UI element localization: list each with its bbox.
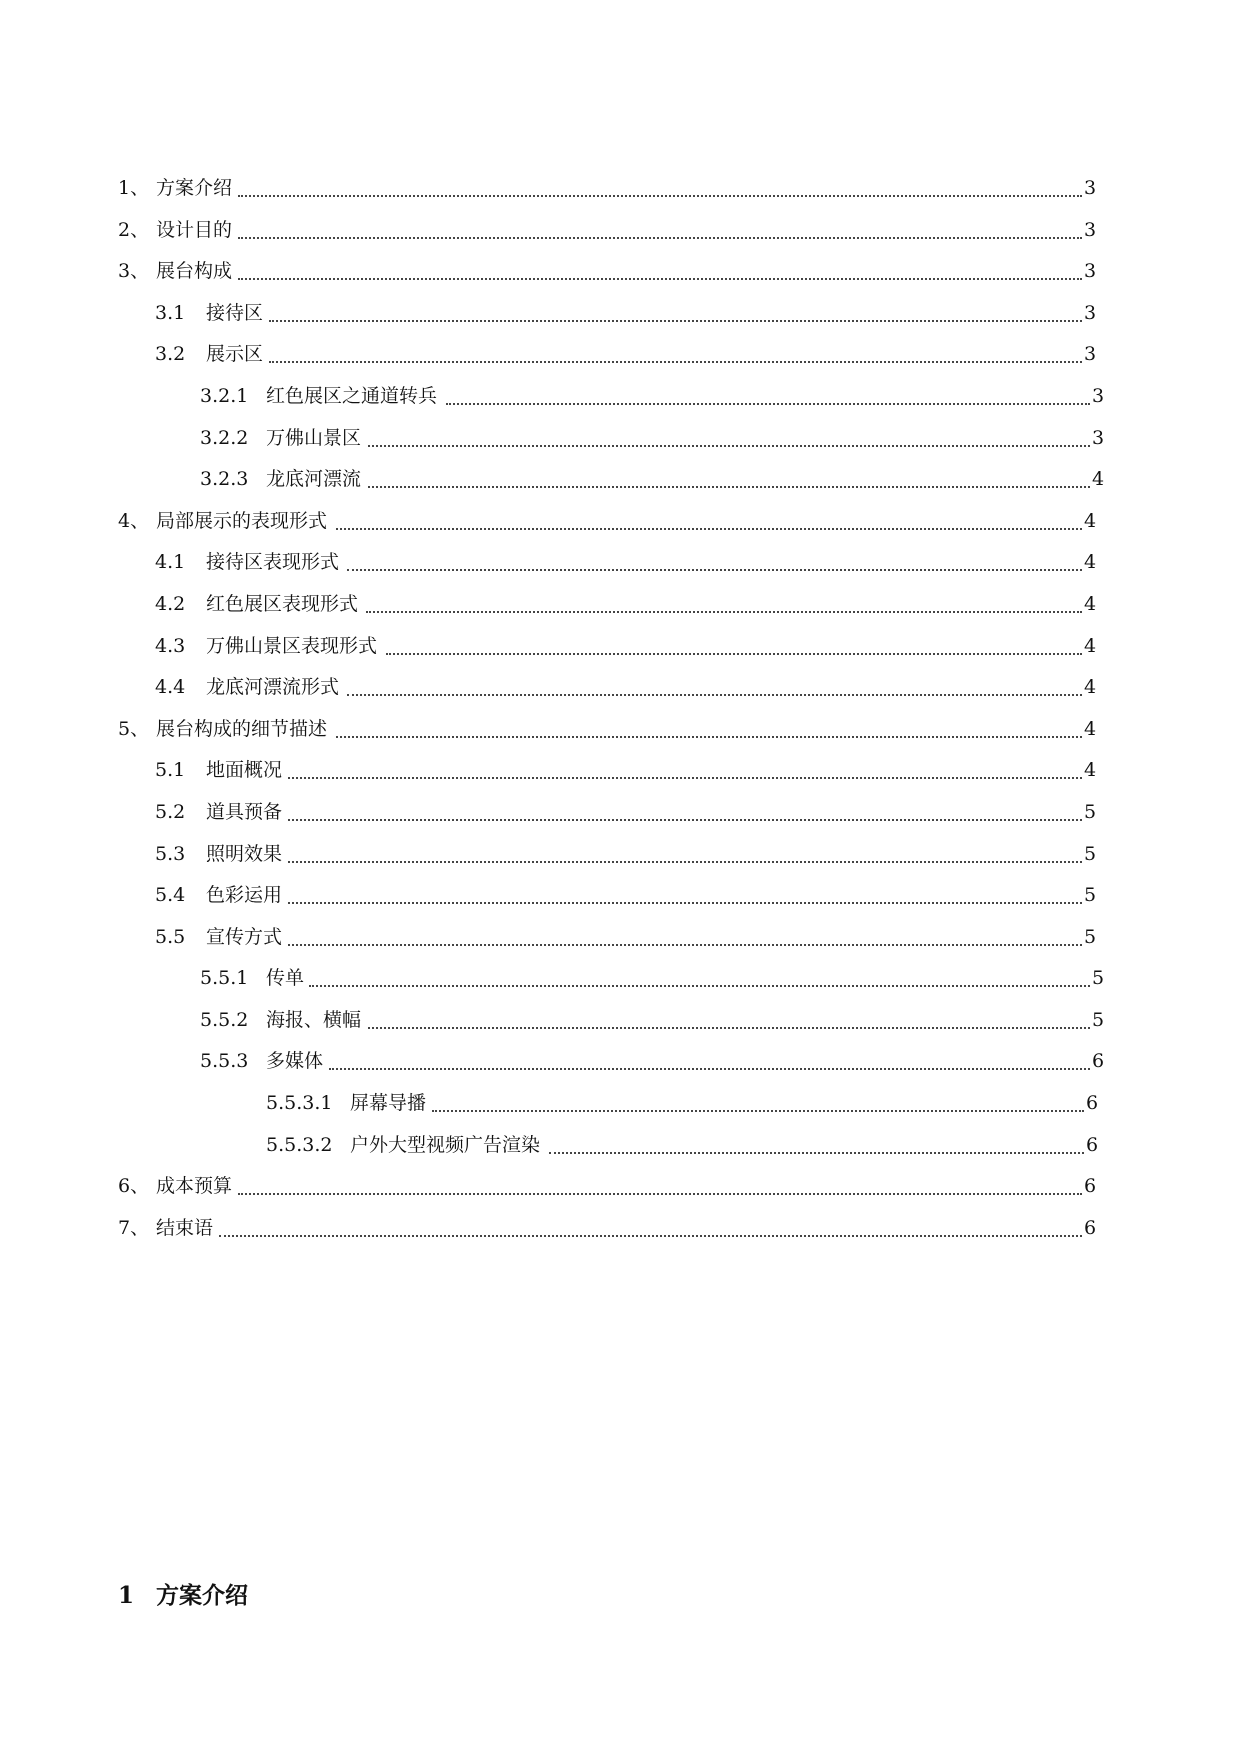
toc-entry-page-number: 5 [1084,884,1097,907]
toc-entry-title: 龙底河漂流 [266,468,362,491]
toc-entry-title: 多媒体 [266,1050,324,1073]
toc-dot-leader [288,750,1082,779]
toc-entry-page-number: 4 [1084,509,1097,532]
toc-entry-title: 方案介绍 [156,177,233,199]
toc-dot-leader [288,875,1082,904]
toc-entry-title: 海报、横幅 [266,1008,362,1031]
toc-dot-leader [336,709,1083,738]
toc-entry-number: 4.2 [155,592,186,615]
toc-dot-leader [288,792,1082,821]
toc-dot-leader [288,834,1082,863]
toc-entry-title: 道具预备 [206,800,283,823]
toc-entry-title: 色彩运用 [206,884,283,907]
toc-entry-number: 5.5.3 [200,1050,249,1073]
toc-entry-page-number: 4 [1084,634,1097,657]
toc-entry-title: 地面概况 [206,759,283,782]
toc-dot-leader [238,251,1082,280]
toc-entry-number: 3.2.1 [200,384,249,407]
toc-entry-title: 龙底河漂流形式 [206,676,340,699]
toc-entry-title: 户外大型视频广告渲染 [350,1133,541,1156]
toc-entry-page-number: 4 [1084,717,1097,740]
toc-entry-page-number: 4 [1084,676,1097,699]
toc-entry-page-number: 3 [1092,426,1105,449]
toc-entry-title: 展示区 [206,343,264,366]
toc-entry-page-number: 4 [1092,468,1105,491]
toc-dot-leader [368,459,1091,488]
toc-entry-title: 红色展区之通道转兵 [266,384,438,407]
toc-entry-title: 传单 [266,967,305,990]
toc-entry-number: 4.3 [155,634,186,657]
toc-dot-leader [329,1041,1091,1070]
toc-entry-number: 5.3 [155,842,186,865]
toc-dot-leader [386,626,1083,655]
toc-entry-number: 3、 [118,260,150,283]
toc-entry-title: 展台构成 [156,260,233,283]
section-heading [118,1577,248,1610]
toc-entry-page-number: 6 [1084,1175,1097,1198]
toc-entry-page-number: 6 [1086,1092,1099,1115]
toc-entry-number: 2、 [118,218,150,241]
toc-entry-title: 接待区 [206,301,264,324]
toc-dot-leader [368,1000,1091,1029]
toc-entry-page-number: 5 [1092,1008,1105,1031]
toc-entry-page-number: 6 [1084,1216,1097,1239]
toc-dot-leader [347,667,1083,696]
toc-entry-page-number: 5 [1084,925,1097,948]
toc-dot-leader [347,542,1083,571]
toc-dot-leader [309,958,1090,987]
toc-dot-leader [366,584,1082,613]
toc-entry-number: 1、 [118,177,150,199]
toc-dot-leader [432,1083,1084,1112]
toc-entry-page-number: 6 [1092,1050,1105,1073]
toc-entry-number: 5、 [118,717,150,740]
toc-dot-leader [368,418,1091,447]
toc-entry-title: 设计目的 [156,218,233,241]
toc-dot-leader [446,376,1091,405]
toc-entry-number: 3.2.3 [200,468,249,491]
toc-entry-number: 5.5 [155,925,186,948]
toc-entry-number: 5.4 [155,884,186,907]
toc-entry-title: 接待区表现形式 [206,551,340,574]
toc-entry-title: 万佛山景区 [266,426,362,449]
toc-entry-page-number: 5 [1084,842,1097,865]
toc-entry-number: 3.2.2 [200,426,249,449]
toc-entry-title: 屏幕导播 [350,1092,427,1115]
toc-entry-number: 4、 [118,509,150,532]
section-heading-number: 1 [118,1582,135,1609]
toc-entry-number: 3.2 [155,343,186,366]
toc-entry-title: 红色展区表现形式 [206,592,359,615]
toc-entry-number: 5.5.2 [200,1008,249,1031]
toc-entry-title: 照明效果 [206,842,283,865]
toc-dot-leader [269,293,1083,322]
toc-entry-number: 3.1 [155,301,186,324]
toc-entry-number: 6、 [118,1175,150,1198]
toc-entry-page-number: 3 [1084,343,1097,366]
toc-entry-page-number: 3 [1084,177,1097,199]
toc-entry-number: 4.1 [155,551,186,574]
toc-entry-page-number: 5 [1092,967,1105,990]
toc-dot-leader [549,1125,1084,1154]
toc-entry-page-number: 4 [1084,551,1097,574]
toc-entry-title: 宣传方式 [206,925,283,948]
toc-entry-number: 5.5.1 [200,967,249,990]
toc-entry-page-number: 4 [1084,592,1097,615]
toc-entry-page-number: 4 [1084,759,1097,782]
toc-dot-leader [336,501,1083,530]
toc-entry-number: 5.2 [155,800,186,823]
toc-dot-leader [238,1166,1082,1195]
toc-entry-number: 5.1 [155,759,186,782]
toc-entry-page-number: 3 [1084,260,1097,283]
section-heading-title: 方案介绍 [156,1582,248,1609]
toc-entry-title: 结束语 [156,1216,214,1239]
toc-entry-title: 成本预算 [156,1175,233,1198]
toc-dot-leader [238,210,1082,239]
toc-entry-number: 4.4 [155,676,186,699]
toc-entry-title: 展台构成的细节描述 [156,717,328,740]
toc-entry-number: 5.5.3.1 [266,1092,333,1115]
toc-entry-page-number: 5 [1084,800,1097,823]
toc-entry-title: 局部展示的表现形式 [156,509,328,532]
toc-entry-page-number: 6 [1086,1133,1099,1156]
toc-entry-number: 5.5.3.2 [266,1133,333,1156]
toc-entry[interactable] [0,1216,1241,1268]
toc-dot-leader [219,1208,1083,1237]
toc-entry-page-number: 3 [1084,218,1097,241]
toc-entry-number: 7、 [118,1216,150,1239]
toc-dot-leader [269,334,1083,363]
toc-entry-page-number: 3 [1084,301,1097,324]
toc-dot-leader [238,168,1082,197]
toc-entry-page-number: 3 [1092,384,1105,407]
table-of-contents [0,177,1241,1267]
toc-entry-title: 万佛山景区表现形式 [206,634,378,657]
toc-dot-leader [288,917,1082,946]
